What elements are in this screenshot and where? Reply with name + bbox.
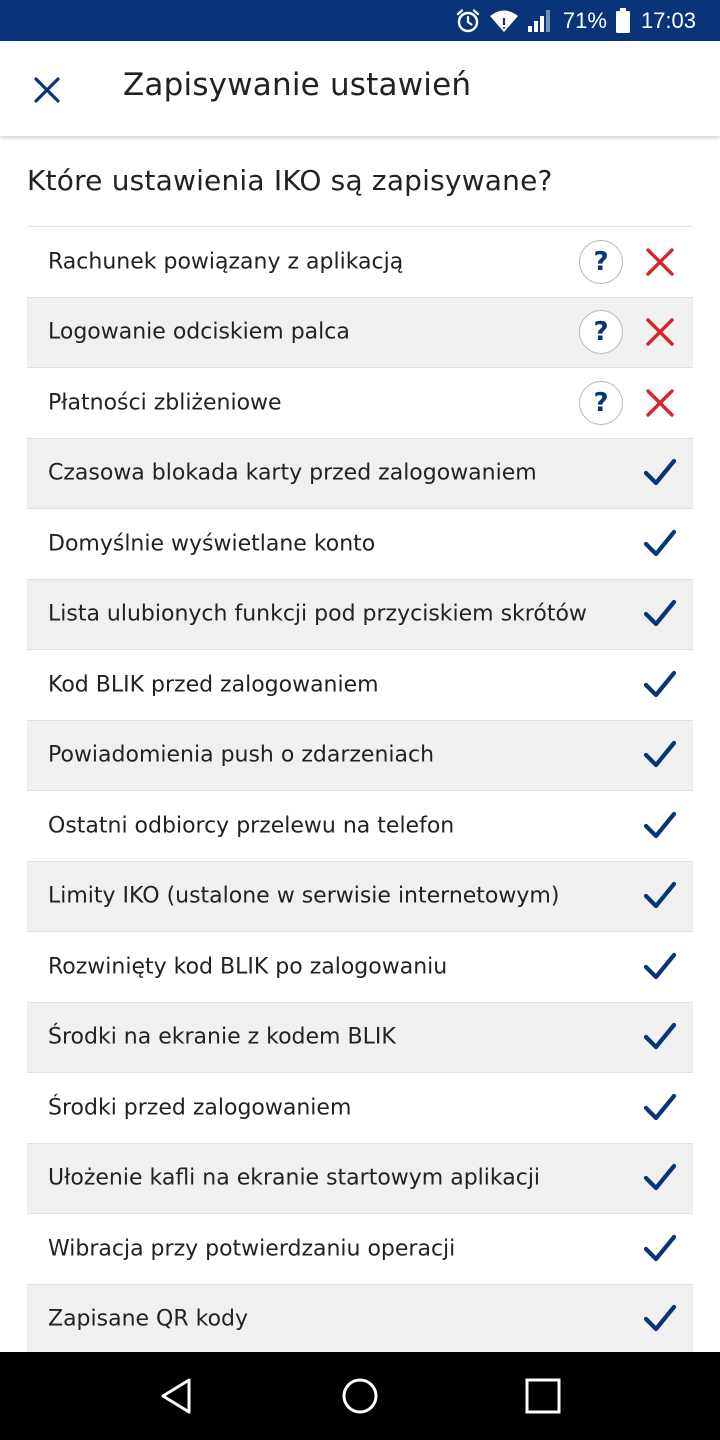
battery-icon [615,8,631,34]
checkmark-icon [643,738,677,772]
battery-percent: 71% [562,7,607,33]
checkmark-icon [643,809,677,843]
help-button[interactable]: ? [579,240,623,284]
settings-row-label: Środki przed zalogowaniem [48,1095,352,1121]
settings-row [27,1073,693,1144]
checkmark-icon [643,1020,677,1054]
settings-row-label: Zapisane QR kody [48,1306,249,1332]
settings-row [27,650,693,721]
settings-row [27,1003,693,1074]
recents-button[interactable] [521,1374,565,1418]
checkmark-icon [643,879,677,913]
settings-row [27,580,693,651]
cross-icon [643,315,677,349]
settings-row [27,721,693,792]
back-icon [155,1374,199,1418]
settings-row [27,1285,693,1353]
settings-row [27,862,693,933]
clock: 17:03 [640,7,696,33]
checkmark-icon [643,1161,677,1195]
settings-row [27,227,693,298]
settings-row-label: Ułożenie kafli na ekranie startowym aplikacji [48,1165,541,1191]
settings-row-label: Czasowa blokada karty przed zalogowaniem [48,460,537,486]
settings-row-label: Rozwinięty kod BLIK po zalogowaniu [48,954,448,980]
signal-icon [527,9,553,33]
settings-row-label: Środki na ekranie z kodem BLIK [48,1024,396,1050]
checkmark-icon [643,950,677,984]
page-title: Zapisywanie ustawień [123,67,472,103]
cross-icon [643,245,677,279]
settings-row-label: Ostatni odbiorcy przelewu na telefon [48,813,455,839]
settings-row-label: Domyślnie wyświetlane konto [48,531,376,557]
settings-list [27,226,693,1352]
cross-icon [643,386,677,420]
settings-row-label: Logowanie odciskiem palca [48,319,350,345]
checkmark-icon [643,456,677,490]
close-icon [33,76,61,104]
navigation-bar [0,1352,720,1440]
settings-row [27,1144,693,1215]
settings-row-label: Rachunek powiązany z aplikacją [48,249,404,275]
recents-icon [521,1374,565,1418]
back-button[interactable] [155,1374,199,1418]
help-button[interactable]: ? [579,310,623,354]
settings-row [27,932,693,1003]
settings-row-label: Płatności zbliżeniowe [48,390,282,416]
settings-row [27,791,693,862]
checkmark-icon [643,1302,677,1336]
settings-row [27,1214,693,1285]
checkmark-icon [643,668,677,702]
close-button[interactable] [28,71,66,109]
settings-content[interactable] [0,136,720,1352]
wifi-icon [489,9,519,33]
home-icon [338,1374,382,1418]
settings-row-label: Limity IKO (ustalone w serwisie internetowym) [48,883,560,909]
checkmark-icon [643,527,677,561]
status-bar [0,0,720,41]
app-bar [0,41,720,136]
settings-row [27,298,693,369]
checkmark-icon [643,597,677,631]
checkmark-icon [643,1091,677,1125]
help-button[interactable]: ? [579,381,623,425]
settings-row-label: Lista ulubionych funkcji pod przyciskiem skrótów [48,601,587,627]
settings-row [27,368,693,439]
settings-row-label: Kod BLIK przed zalogowaniem [48,672,379,698]
section-heading: Które ustawienia IKO są zapisywane? [27,164,553,197]
settings-row-label: Powiadomienia push o zdarzeniach [48,742,435,768]
alarm-icon [455,8,481,34]
settings-row [27,439,693,510]
checkmark-icon [643,1232,677,1266]
settings-row [27,509,693,580]
settings-row-label: Wibracja przy potwierdzaniu operacji [48,1236,456,1262]
home-button[interactable] [338,1374,382,1418]
